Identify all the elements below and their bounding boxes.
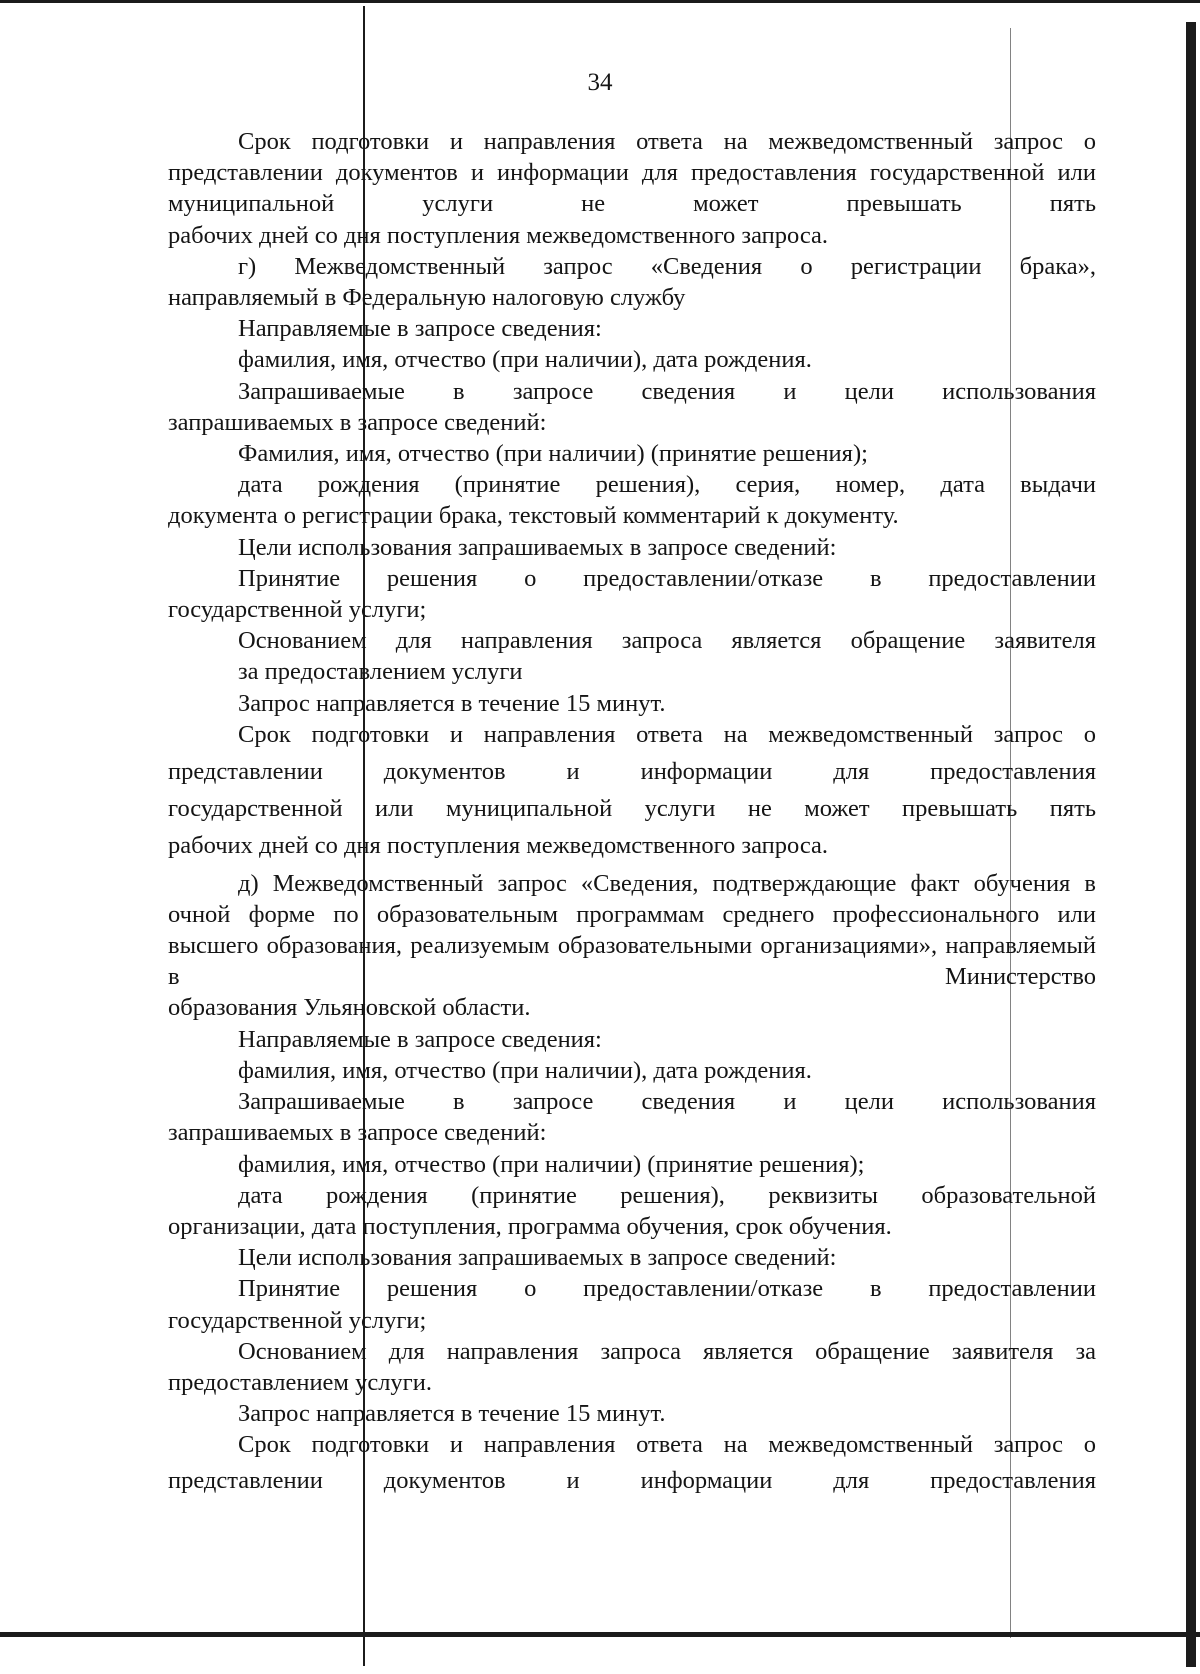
document-body	[168, 126, 1096, 1496]
paragraph: Срок подготовки и направления ответа на межведомственный запрос о представлении документов и информации для предоставления государственной или муниципальной услуги не может превышать пять	[168, 128, 1096, 218]
page-number: 34	[587, 69, 613, 96]
scan-border-bottom	[0, 1632, 1200, 1637]
paragraph: г) Межведомственный запрос «Сведения о регистрации брака»,	[238, 252, 1096, 280]
paragraph: Фамилия, имя, отчество (при наличии) (принятие решения);	[238, 440, 868, 468]
paragraph: Запрос направляется в течение 15 минут.	[238, 689, 666, 717]
paragraph: Принятие решения о предоставлении/отказе в предоставлении	[238, 564, 1096, 592]
paragraph: фамилия, имя, отчество (при наличии), дата рождения.	[238, 346, 812, 374]
paragraph: рабочих дней со дня поступления межведомственного запроса.	[168, 832, 829, 860]
paragraph: запрашиваемых в запросе сведений:	[168, 408, 547, 436]
paragraph: фамилия, имя, отчество (при наличии), дата рождения.	[238, 1056, 812, 1084]
paragraph: Срок подготовки и направления ответа на межведомственный запрос о	[238, 720, 1096, 748]
paragraph: государственной услуги;	[168, 1306, 427, 1334]
scan-border-right	[1186, 22, 1196, 1667]
paragraph: государственной или муниципальной услуги не может превышать пять	[168, 795, 1096, 823]
paragraph: Принятие решения о предоставлении/отказе в предоставлении	[238, 1275, 1096, 1303]
paragraph: рабочих дней со дня поступления межведомственного запроса.	[168, 221, 829, 249]
paragraph: дата рождения (принятие решения), реквизиты образовательной	[238, 1181, 1096, 1209]
paragraph: Направляемые в запросе сведения:	[238, 1025, 602, 1053]
paragraph: д) Межведомственный запрос «Сведения, подтверждающие факт обучения в очной форме по образовательным программам среднего профессионального или высшего образования, реализуемым образовательными организациями», направляемый в Министерство	[168, 869, 1096, 991]
paragraph: организации, дата поступления, программа обучения, срок обучения.	[168, 1212, 892, 1240]
paragraph: Запрашиваемые в запросе сведения и цели использования	[238, 1088, 1096, 1116]
paragraph: государственной услуги;	[168, 596, 427, 624]
paragraph: Цели использования запрашиваемых в запросе сведений:	[238, 1244, 837, 1272]
paragraph: запрашиваемых в запросе сведений:	[168, 1119, 547, 1147]
paragraph: представлении документов и информации для предоставления	[168, 758, 1096, 786]
paragraph: Запрос направляется в течение 15 минут.	[238, 1400, 666, 1428]
paragraph: Цели использования запрашиваемых в запросе сведений:	[238, 533, 837, 561]
paragraph: Основанием для направления запроса является обращение заявителя за	[238, 1337, 1096, 1365]
paragraph: Направляемые в запросе сведения:	[238, 315, 602, 343]
scan-border-top	[0, 0, 1200, 3]
paragraph: Срок подготовки и направления ответа на межведомственный запрос о	[238, 1431, 1096, 1459]
paragraph: фамилия, имя, отчество (при наличии) (принятие решения);	[238, 1150, 865, 1178]
paragraph: представлении документов и информации для предоставления	[168, 1466, 1096, 1494]
paragraph: дата рождения (принятие решения), серия, номер, дата выдачи	[238, 471, 1096, 499]
paragraph: направляемый в Федеральную налоговую службу	[168, 284, 686, 312]
paragraph: Основанием для направления запроса является обращение заявителя	[238, 627, 1096, 655]
paragraph: за предоставлением услуги	[238, 658, 523, 686]
paragraph: предоставлением услуги.	[168, 1368, 432, 1396]
paragraph: Запрашиваемые в запросе сведения и цели использования	[238, 377, 1096, 405]
paragraph: документа о регистрации брака, текстовый комментарий к документу.	[168, 502, 899, 530]
paragraph: образования Ульяновской области.	[168, 994, 531, 1022]
